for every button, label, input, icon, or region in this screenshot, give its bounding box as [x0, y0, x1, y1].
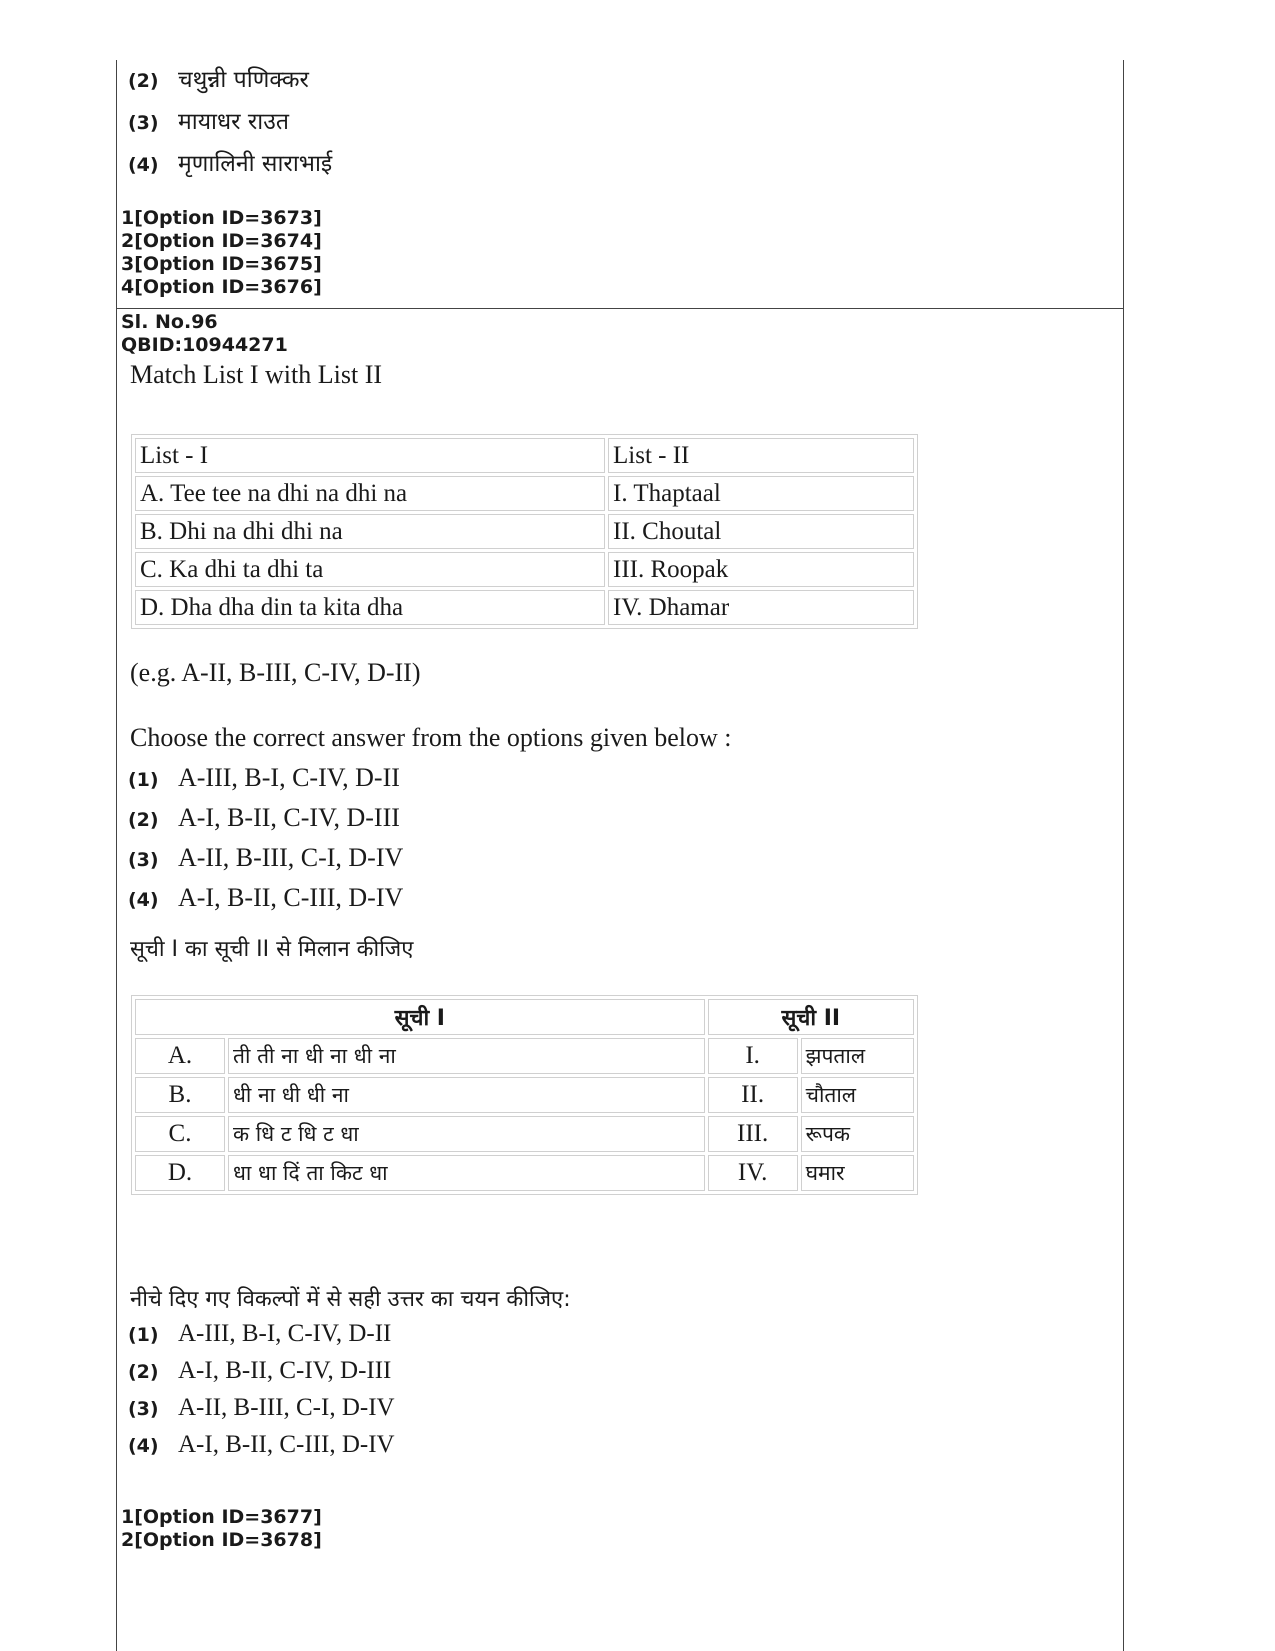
hindi-prompt: सूची I का सूची II से मिलान कीजिए [130, 937, 414, 962]
hindi-option-1 [128, 1320, 391, 1348]
option-number: (3) [128, 1398, 159, 1420]
english-option-1 [128, 763, 400, 793]
table-row [135, 1038, 914, 1074]
english-match-table [131, 434, 918, 629]
english-option-4 [128, 883, 403, 913]
prev-option-2 [128, 62, 309, 94]
table-cell: चौताल [801, 1077, 914, 1113]
option-number: (4) [128, 154, 159, 176]
table-header-cell: List - II [608, 438, 914, 473]
table-row [135, 1155, 914, 1191]
option-text: A-I, B-II, C-IV, D-III [178, 1357, 392, 1384]
table-cell: III. Roopak [608, 552, 914, 587]
table-cell: III. [708, 1116, 798, 1152]
prev-option-ids [121, 207, 322, 299]
table-cell: धा धा दिं ता किट धा [228, 1155, 705, 1191]
option-text: A-II, B-III, C-I, D-IV [178, 1394, 395, 1421]
english-prompt: Match List I with List II [130, 360, 383, 389]
table-header-row [135, 438, 914, 473]
option-number: (2) [128, 809, 159, 831]
table-row [135, 476, 914, 511]
serial-number: Sl. No.96 [121, 311, 218, 333]
option-text: A-I, B-II, C-IV, D-III [178, 803, 400, 832]
table-cell: II. [708, 1077, 798, 1113]
option-text: मृणालिनी साराभाई [178, 151, 333, 177]
table-row [135, 514, 914, 549]
table-row [135, 590, 914, 625]
option-text: A-II, B-III, C-I, D-IV [178, 843, 404, 872]
table-header-cell: List - I [135, 438, 605, 473]
option-id-line: 3[Option ID=3675] [121, 253, 322, 275]
option-id-line: 4[Option ID=3676] [121, 276, 322, 298]
option-number: (3) [128, 849, 159, 871]
option-number: (1) [128, 1324, 159, 1346]
qbid: QBID:10944271 [121, 334, 288, 356]
prev-option-4 [128, 146, 332, 178]
table-cell: क धि ट धि ट धा [228, 1116, 705, 1152]
table-cell: A. [135, 1038, 225, 1074]
table-cell: C. [135, 1116, 225, 1152]
option-number: (2) [128, 1361, 159, 1383]
option-id-line: 2[Option ID=3674] [121, 230, 322, 252]
option-number: (3) [128, 112, 159, 134]
table-cell: D. [135, 1155, 225, 1191]
table-row [135, 552, 914, 587]
table-cell: C. Ka dhi ta dhi ta [135, 552, 605, 587]
right-border [1123, 60, 1124, 1651]
table-cell: IV. Dhamar [608, 590, 914, 625]
table-header-cell: सूची II [708, 999, 914, 1035]
left-border [116, 60, 117, 1651]
option-number: (1) [128, 769, 159, 791]
table-cell: A. Tee tee na dhi na dhi na [135, 476, 605, 511]
option-text: A-III, B-I, C-IV, D-II [178, 1320, 392, 1347]
question-option-ids [121, 1506, 322, 1552]
hindi-choose-text: नीचे दिए गए विकल्पों में से सही उत्तर का चयन कीजिए: [130, 1287, 571, 1312]
option-number: (2) [128, 70, 159, 92]
option-text: A-III, B-I, C-IV, D-II [178, 763, 400, 792]
table-cell: झपताल [801, 1038, 914, 1074]
option-number: (4) [128, 1435, 159, 1457]
option-id-line: 1[Option ID=3677] [121, 1506, 322, 1528]
option-text: मायाधर राउत [178, 109, 289, 135]
table-row [135, 1077, 914, 1113]
question-header [121, 311, 288, 357]
table-cell: D. Dha dha din ta kita dha [135, 590, 605, 625]
table-cell: ती ती ना धी ना धी ना [228, 1038, 705, 1074]
english-choose-text: Choose the correct answer from the options given below : [130, 723, 732, 752]
option-text: चथुन्नी पणिक्कर [178, 67, 309, 93]
table-cell: धी ना धी धी ना [228, 1077, 705, 1113]
prev-option-3 [128, 104, 289, 136]
option-text: A-I, B-II, C-III, D-IV [178, 883, 404, 912]
option-number: (4) [128, 889, 159, 911]
example-text: (e.g. A-II, B-III, C-IV, D-II) [130, 658, 421, 687]
question-separator [116, 308, 1124, 309]
hindi-option-4 [128, 1431, 395, 1459]
table-cell: घमार [801, 1155, 914, 1191]
hindi-option-2 [128, 1357, 391, 1385]
table-cell: B. [135, 1077, 225, 1113]
english-option-2 [128, 803, 400, 833]
table-cell: IV. [708, 1155, 798, 1191]
table-cell: I. [708, 1038, 798, 1074]
table-row [135, 1116, 914, 1152]
option-id-line: 2[Option ID=3678] [121, 1529, 322, 1551]
table-header-cell: सूची I [135, 999, 705, 1035]
table-header-row [135, 999, 914, 1035]
english-option-3 [128, 843, 403, 873]
option-id-line: 1[Option ID=3673] [121, 207, 322, 229]
table-cell: B. Dhi na dhi dhi na [135, 514, 605, 549]
hindi-match-table [131, 995, 918, 1195]
option-text: A-I, B-II, C-III, D-IV [178, 1431, 395, 1458]
table-cell: रूपक [801, 1116, 914, 1152]
hindi-option-3 [128, 1394, 395, 1422]
table-cell: I. Thaptaal [608, 476, 914, 511]
table-cell: II. Choutal [608, 514, 914, 549]
